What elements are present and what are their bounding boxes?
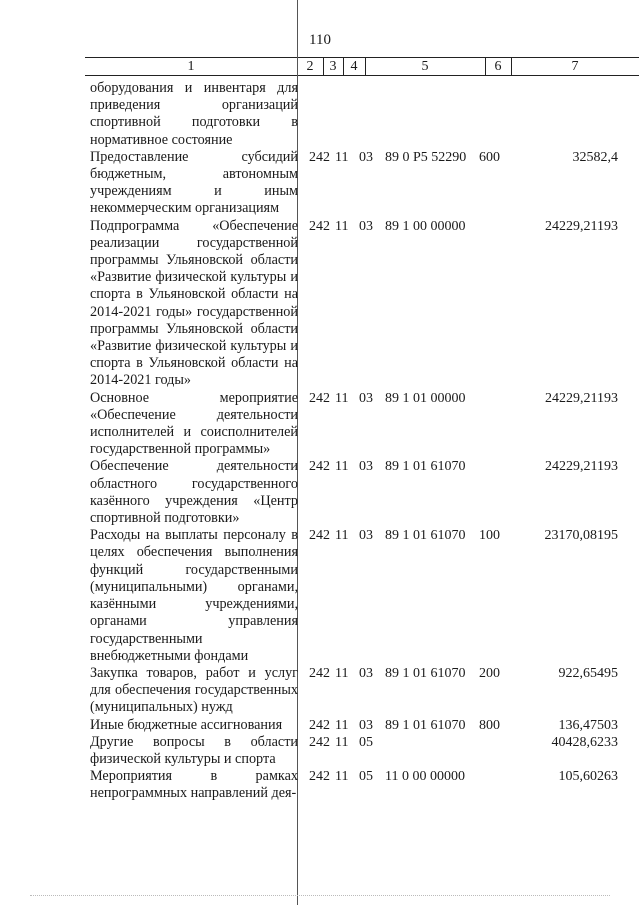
row-code-admin: 242 [309,528,330,544]
table-body [0,80,640,803]
page-number: 110 [309,32,331,48]
row-subsection: 03 [359,717,373,733]
header-col-3: 3 [329,59,337,74]
row-amount: 40428,6233 [551,734,618,750]
row-subsection: 05 [359,734,373,750]
row-code-admin: 242 [309,390,330,406]
row-amount: 24229,21193 [545,390,618,406]
table-row [0,527,640,665]
header-col-7: 7 [571,59,579,74]
row-expense-type: 100 [479,528,500,544]
header-col-2: 2 [306,59,314,74]
row-target-article: 11 0 00 00000 [385,769,465,785]
row-amount: 23170,08195 [544,528,618,544]
row-target-article: 89 0 Р5 52290 [385,149,467,165]
table-row [0,218,640,390]
row-subsection: 03 [359,528,373,544]
row-section: 11 [335,390,349,406]
row-subsection: 03 [359,459,373,475]
row-code-admin: 242 [309,734,330,750]
row-amount: 24229,21193 [545,218,618,234]
row-name: Обеспечение деятельности областного государственного казённого учреждения «Центр спортивной подготовки» [90,458,298,527]
row-section: 11 [335,459,349,475]
row-section: 11 [335,528,349,544]
row-section: 11 [335,769,349,785]
row-section: 11 [335,218,349,234]
row-target-article: 89 1 01 61070 [385,665,466,681]
row-expense-type: 200 [479,665,500,681]
row-code-admin: 242 [309,665,330,681]
row-target-article: 89 1 01 61070 [385,528,466,544]
row-section: 11 [335,717,349,733]
row-code-admin: 242 [309,218,330,234]
table-row [0,665,640,717]
row-name: Подпрограмма «Обеспечение реализации государственной программы Ульяновской области «Развитие физической культуры и спорта в Ульяновской области на 2014-2021 годы» государственной программы Ульяновской области «Развитие физической культуры и спорта в Ульяновской области на 2014-2021 годы» [90,217,298,389]
row-subsection: 03 [359,218,373,234]
row-amount: 105,60263 [558,769,618,785]
row-code-admin: 242 [309,717,330,733]
row-name: Иные бюджетные ассигнования [90,716,283,733]
row-code-admin: 242 [309,769,330,785]
row-target-article: 89 1 01 00000 [385,390,466,406]
row-code-admin: 242 [309,459,330,475]
row-amount: 922,65495 [558,665,618,681]
row-amount: 24229,21193 [545,459,618,475]
table-row [0,717,640,734]
table-header [85,57,639,76]
row-name: Другие вопросы в области физической культуры и спорта [90,733,298,767]
scan-edge [30,895,610,899]
row-target-article: 89 1 01 61070 [385,717,466,733]
row-name: Мероприятия в рамках непрограммных направлений дея- [90,768,298,802]
row-section: 11 [335,149,349,165]
table-row [0,458,640,527]
row-amount: 136,47503 [558,717,618,733]
row-name: оборудования и инвентаря для приведения организаций спортивной подготовки в нормативное состояние [90,80,298,148]
row-subsection: 03 [359,149,373,165]
row-amount: 32582,4 [572,149,618,165]
row-subsection: 03 [359,390,373,406]
header-col-4: 4 [350,59,358,74]
row-target-article: 89 1 01 61070 [385,459,466,475]
table-row [0,768,640,802]
row-name: Основное мероприятие «Обеспечение деятельности исполнителей и соисполнителей государственной программы» [90,389,298,458]
table-row [0,390,640,459]
table-row [0,80,640,149]
header-col-5: 5 [421,59,429,74]
row-section: 11 [335,665,349,681]
row-target-article: 89 1 00 00000 [385,218,466,234]
table-row [0,149,640,218]
row-expense-type: 600 [479,149,500,165]
row-name: Предоставление субсидий бюджетным, автономным учреждениям и иным некоммерческим организациям [90,148,298,217]
row-subsection: 03 [359,665,373,681]
row-expense-type: 800 [479,717,500,733]
table-row [0,734,640,768]
header-col-6: 6 [494,59,502,74]
row-name: Закупка товаров, работ и услуг для обеспечения государственных (муниципальных) нужд [90,664,298,716]
header-col-1: 1 [187,59,195,74]
row-code-admin: 242 [309,149,330,165]
row-section: 11 [335,734,349,750]
row-subsection: 05 [359,769,373,785]
row-name: Расходы на выплаты персоналу в целях обеспечения выполнения функций государственными (муниципальными) органами, казёнными учреждениями, органами управления государственными внебюджетными фондами [90,527,298,664]
